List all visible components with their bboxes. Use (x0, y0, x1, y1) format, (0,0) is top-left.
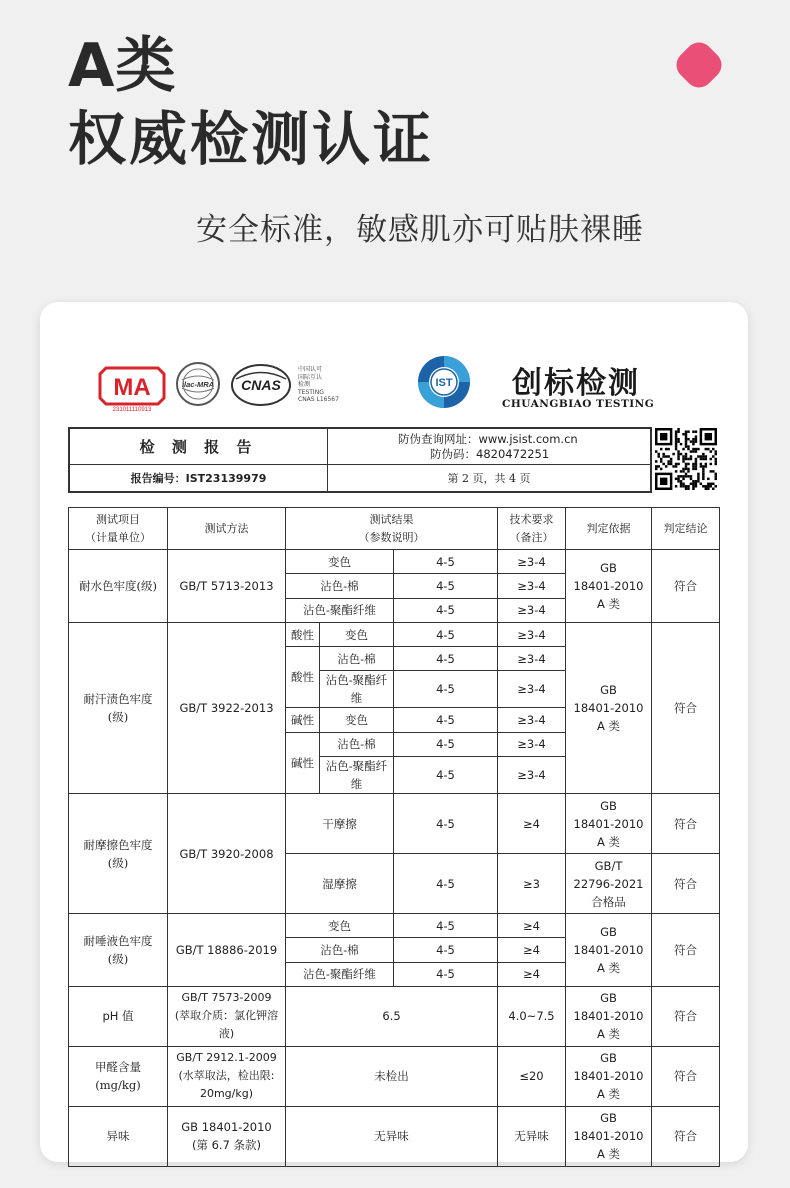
item-cell: 耐汗渍色牢度 (级) (69, 622, 168, 793)
headline-line1: A类 (68, 31, 177, 101)
sub-item-cell: 变色 (286, 914, 394, 938)
req-cell: ≥3-4 (498, 647, 566, 671)
svg-text:IST: IST (435, 377, 453, 389)
req-cell: ≤20 (498, 1046, 566, 1106)
basis-cell: GB 18401-2010 A 类 (566, 794, 652, 854)
verify-url: 防伪查询网址：www.jsist.com.cn (398, 432, 578, 446)
header-cell: 测试项目 （计量单位） (69, 508, 168, 550)
table-row (69, 550, 720, 574)
basis-cell: GB 18401-2010 A 类 (566, 1046, 652, 1106)
result-cell: 符合 (652, 986, 720, 1046)
item-cell: 耐摩擦色牢度 (级) (69, 794, 168, 914)
value-cell: 4-5 (394, 854, 498, 914)
cnas-logo-icon (230, 362, 292, 408)
item-cell: 耐唾液色牢度 (级) (69, 914, 168, 987)
value-cell: 4-5 (394, 598, 498, 622)
method-cell: GB/T 7573-2009 (萃取介质：氯化钾溶 液) (168, 986, 286, 1046)
method-cell: GB 18401-2010 (第 6.7 条款) (168, 1106, 286, 1166)
headline-line2: 权威检测认证 (68, 105, 435, 173)
basis-cell: GB 18401-2010 A 类 (566, 1106, 652, 1166)
req-cell: ≥3-4 (498, 574, 566, 598)
result-cell: 符合 (652, 550, 720, 623)
req-cell: ≥3-4 (498, 671, 566, 708)
sub-item-cell: 沾色-棉 (320, 732, 394, 756)
sub-item-cell: 沾色-聚酯纤维 (286, 598, 394, 622)
value-cell: 4-5 (394, 622, 498, 646)
cert-line: 检测 (298, 381, 311, 388)
result-cell: 符合 (652, 854, 720, 914)
req-cell: 无异味 (498, 1106, 566, 1166)
header-cell: 技术要求 （备注） (498, 508, 566, 550)
table-row (69, 914, 720, 938)
brand-name-en: CHUANGBIAO TESTING (502, 398, 655, 410)
cert-notes (298, 366, 348, 404)
sub-item-cell: 沾色-棉 (320, 647, 394, 671)
req-cell: ≥3-4 (498, 732, 566, 756)
value-cell: 6.5 (286, 986, 498, 1046)
value-cell: 4-5 (394, 914, 498, 938)
sub-item-cell: 沾色-聚酯纤维 (286, 962, 394, 986)
sub-item-cell: 沾色-棉 (286, 574, 394, 598)
req-cell: ≥4 (498, 794, 566, 854)
value-cell: 4-5 (394, 938, 498, 962)
req-cell: ≥3-4 (498, 550, 566, 574)
report-title: 检 测 报 告 (70, 429, 328, 465)
cert-line: 中国认可 (298, 366, 323, 373)
svg-text:CNAS: CNAS (241, 377, 281, 393)
value-cell: 未检出 (286, 1046, 498, 1106)
qr-code-icon (655, 428, 717, 490)
header-cell: 判定依据 (566, 508, 652, 550)
results-table (68, 507, 720, 1167)
value-cell: 4-5 (394, 794, 498, 854)
basis-cell: GB 18401-2010 A 类 (566, 622, 652, 793)
value-cell: 4-5 (394, 732, 498, 756)
verify-code: 防伪码：4820472251 (430, 447, 550, 461)
verify-info (328, 429, 650, 465)
req-cell: ≥4 (498, 938, 566, 962)
acid-label: 酸性 (286, 647, 320, 708)
acid-label: 酸性 (286, 622, 320, 646)
svg-text:MA: MA (113, 374, 151, 401)
certification-logos (92, 358, 712, 418)
basis-cell: GB 18401-2010 A 类 (566, 986, 652, 1046)
item-cell: 甲醛含量 (mg/kg) (69, 1046, 168, 1106)
value-cell: 4-5 (394, 708, 498, 732)
value-cell: 无异味 (286, 1106, 498, 1166)
result-cell: 符合 (652, 622, 720, 793)
req-cell: ≥3-4 (498, 622, 566, 646)
result-cell: 符合 (652, 914, 720, 987)
value-cell: 4-5 (394, 757, 498, 794)
method-cell: GB/T 5713-2013 (168, 550, 286, 623)
subtitle: 安全标准，敏感肌亦可贴肤裸睡 (196, 212, 644, 248)
result-cell: 符合 (652, 1106, 720, 1166)
method-cell: GB/T 3920-2008 (168, 794, 286, 914)
svg-text:ilac-MRA: ilac-MRA (181, 380, 215, 389)
method-cell: GB/T 3922-2013 (168, 622, 286, 793)
req-cell: ≥3-4 (498, 708, 566, 732)
alkali-label: 碱性 (286, 732, 320, 793)
headline (68, 30, 434, 176)
header-cell: 判定结论 (652, 508, 720, 550)
table-row (69, 1046, 720, 1106)
svg-text:231011110913: 231011110913 (112, 407, 152, 412)
sub-item-cell: 干摩擦 (286, 794, 394, 854)
alkali-label: 碱性 (286, 708, 320, 732)
basis-cell: GB 18401-2010 A 类 (566, 914, 652, 987)
item-cell: 耐水色牢度(级) (69, 550, 168, 623)
sub-item-cell: 湿摩擦 (286, 854, 394, 914)
table-row (69, 794, 720, 854)
basis-cell: GB 18401-2010 A 类 (566, 550, 652, 623)
sub-item-cell: 沾色-聚酯纤维 (320, 671, 394, 708)
table-row (69, 986, 720, 1046)
result-cell: 符合 (652, 1046, 720, 1106)
header-cell: 测试结果 （参数说明） (286, 508, 498, 550)
decorative-blob-icon (676, 42, 722, 88)
header-cell: 测试方法 (168, 508, 286, 550)
item-cell: 异味 (69, 1106, 168, 1166)
sub-item-cell: 变色 (320, 622, 394, 646)
value-cell: 4-5 (394, 671, 498, 708)
req-cell: 4.0~7.5 (498, 986, 566, 1046)
req-cell: ≥4 (498, 962, 566, 986)
sub-item-cell: 变色 (320, 708, 394, 732)
value-cell: 4-5 (394, 574, 498, 598)
report-header (68, 427, 652, 493)
method-cell: GB/T 2912.1-2009 (水萃取法，检出限: 20mg/kg) (168, 1046, 286, 1106)
result-cell: 符合 (652, 794, 720, 854)
req-cell: ≥3 (498, 854, 566, 914)
table-row (69, 1106, 720, 1166)
ilac-mra-logo-icon (174, 360, 222, 408)
table-row (69, 622, 720, 646)
brand-name-cn: 创标检测 (512, 366, 640, 401)
value-cell: 4-5 (394, 550, 498, 574)
ist-logo-icon (414, 352, 474, 412)
method-cell: GB/T 18886-2019 (168, 914, 286, 987)
page-indicator: 第 2 页，共 4 页 (447, 472, 531, 485)
item-cell: pH 值 (69, 986, 168, 1046)
value-cell: 4-5 (394, 647, 498, 671)
cert-line: 国际互认 (298, 373, 323, 381)
req-cell: ≥3-4 (498, 757, 566, 794)
cma-logo-icon (92, 362, 172, 412)
value-cell: 4-5 (394, 962, 498, 986)
req-cell: ≥4 (498, 914, 566, 938)
sub-item-cell: 沾色-聚酯纤维 (320, 757, 394, 794)
sub-item-cell: 变色 (286, 550, 394, 574)
req-cell: ≥3-4 (498, 598, 566, 622)
cert-line: CNAS L16567 (298, 396, 339, 403)
table-header-row (69, 508, 720, 550)
sub-item-cell: 沾色-棉 (286, 938, 394, 962)
basis-cell: GB/T 22796-2021 合格品 (566, 854, 652, 914)
cert-line: TESTING (298, 388, 324, 396)
report-number: 报告编号：IST23139979 (70, 465, 328, 491)
